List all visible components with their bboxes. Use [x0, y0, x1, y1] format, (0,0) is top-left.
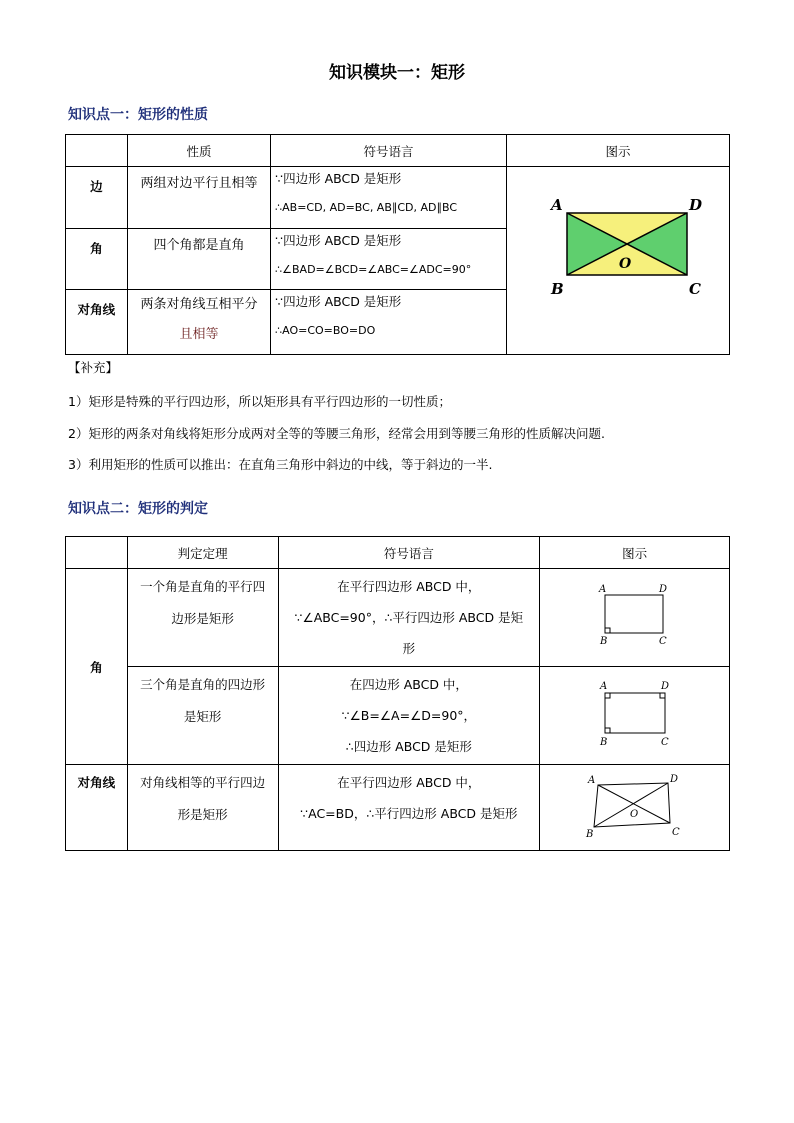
fig3-c: C: [671, 827, 680, 838]
row-label-angle: 角: [66, 228, 128, 290]
header2-symbol: 符号语言: [278, 537, 540, 569]
theorem-equal-diagonals-line1: 对角线相等的平行四边: [140, 775, 266, 790]
property-diagonal-line1: 两条对角线互相平分: [140, 297, 258, 313]
theorem-one-angle: [127, 569, 278, 667]
symbol-one-angle-line1: 在平行四边形 ABCD 中，: [337, 579, 481, 594]
symbol-side-given: ∵四边形 ABCD 是矩形: [275, 171, 402, 186]
supplement-label: 【补充】: [68, 360, 119, 375]
vertex-d: D: [688, 196, 702, 214]
fig1-a: A: [598, 584, 606, 595]
vertex-a: A: [550, 196, 563, 214]
supplement-item-2: 2）矩形的两条对角线将矩形分成两对全等的等腰三角形，经常会用到等腰三角形的性质解决问题.: [68, 426, 605, 441]
right-angle-b2: [605, 728, 610, 733]
theorem-three-angles-line2: 是矩形: [183, 709, 222, 724]
rect-three-angles: [605, 693, 665, 733]
symbol-angle: [271, 228, 507, 290]
property-diagonal-line2: 且相等: [179, 327, 219, 343]
center-o: O: [618, 256, 632, 272]
diag-bd2: [594, 783, 668, 827]
symbol-one-angle-line2: ∵∠ABC=90°，∴平行四边形 ABCD 是矩: [294, 610, 524, 625]
fig3-o: O: [629, 809, 638, 820]
header-property: 性质: [127, 135, 270, 167]
theorem-three-angles: [127, 667, 278, 765]
header-blank: [66, 135, 128, 167]
figure-three-angles-svg: [590, 677, 680, 751]
fig1-d: D: [658, 584, 667, 595]
figure-cell: [506, 167, 729, 355]
right-angle-b: [605, 628, 610, 633]
right-angle-a: [605, 693, 610, 698]
property-side: 两组对边平行且相等: [127, 167, 270, 229]
rect-one-angle: [605, 595, 663, 633]
symbol-one-angle-line3: 形: [402, 641, 416, 656]
header2-figure: 图示: [540, 537, 730, 569]
vertex-c: C: [688, 280, 701, 298]
section2-heading: 知识点二：矩形的判定: [68, 501, 208, 517]
symbol-equal-diagonals-line2: ∵AC=BD，∴平行四边形 ABCD 是矩形: [300, 806, 518, 821]
fig2-b: B: [599, 737, 607, 748]
rectangle-figure: [507, 167, 729, 350]
page-title: 知识模块一：矩形: [329, 63, 465, 83]
symbol-one-angle: [278, 569, 540, 667]
theorem-three-angles-line1: 三个角是直角的四边形: [140, 677, 266, 692]
row-label-diagonal2: 对角线: [66, 765, 128, 851]
symbol-angle-conclusion: ∴∠BAD=∠BCD=∠ABC=∠ADC=90°: [275, 262, 472, 276]
property-angle: 四个角都是直角: [127, 228, 270, 290]
symbol-three-angles-line3: ∴四边形 ABCD 是矩形: [345, 739, 472, 754]
row-label-angle2: 角: [66, 569, 128, 765]
vertex-b: B: [550, 280, 564, 298]
symbol-side-conclusion: ∴AB=CD, AD=BC, AB∥CD, AD∥BC: [275, 201, 458, 214]
header-theorem: 判定定理: [127, 537, 278, 569]
fig2-c: C: [660, 737, 669, 748]
header2-blank: [66, 537, 128, 569]
property-diagonal: [127, 290, 270, 355]
header-symbol: 符号语言: [271, 135, 507, 167]
supplement-item-3: 3）利用矩形的性质可以推出：在直角三角形中斜边的中线，等于斜边的一半.: [68, 457, 493, 472]
symbol-equal-diagonals: [278, 765, 540, 851]
figure-three-angles: [540, 667, 730, 765]
fig1-b: B: [599, 636, 607, 647]
fig3-b: B: [585, 829, 593, 840]
figure-one-angle: [540, 569, 730, 667]
supplement-item-1: 1）矩形是特殊的平行四边形，所以矩形具有平行四边形的一切性质；: [68, 394, 451, 409]
properties-table: [65, 134, 730, 355]
theorem-one-angle-line2: 边形是矩形: [171, 611, 234, 626]
fig2-d: D: [660, 681, 669, 692]
symbol-diagonal-given: ∵四边形 ABCD 是矩形: [275, 294, 402, 310]
section1-heading: 知识点一：矩形的性质: [68, 107, 208, 123]
symbol-diagonal: [271, 290, 507, 355]
header-figure: 图示: [506, 135, 729, 167]
row-label-diagonal: 对角线: [66, 290, 128, 355]
theorem-equal-diagonals-line2: 形是矩形: [177, 807, 228, 822]
figure-equal-diagonals-svg: [580, 771, 690, 841]
fig3-a: A: [587, 775, 595, 786]
figure-one-angle-svg: [590, 581, 680, 651]
symbol-diagonal-conclusion: ∴AO=CO=BO=DO: [275, 324, 376, 338]
symbol-three-angles-line2: ∵∠B=∠A=∠D=90°，: [341, 708, 477, 723]
theorem-equal-diagonals: [127, 765, 278, 851]
symbol-side: [271, 167, 507, 229]
criteria-table: [65, 536, 730, 851]
fig3-d: D: [669, 774, 678, 785]
right-angle-d: [660, 693, 665, 698]
symbol-three-angles: [278, 667, 540, 765]
figure-equal-diagonals: [540, 765, 730, 851]
symbol-three-angles-line1: 在四边形 ABCD 中，: [349, 677, 468, 692]
fig1-c: C: [658, 636, 667, 647]
theorem-one-angle-line1: 一个角是直角的平行四: [140, 579, 266, 594]
row-label-side: 边: [66, 167, 128, 229]
fig2-a: A: [599, 681, 607, 692]
symbol-angle-given: ∵四边形 ABCD 是矩形: [275, 232, 402, 248]
symbol-equal-diagonals-line1: 在平行四边形 ABCD 中，: [337, 775, 481, 790]
